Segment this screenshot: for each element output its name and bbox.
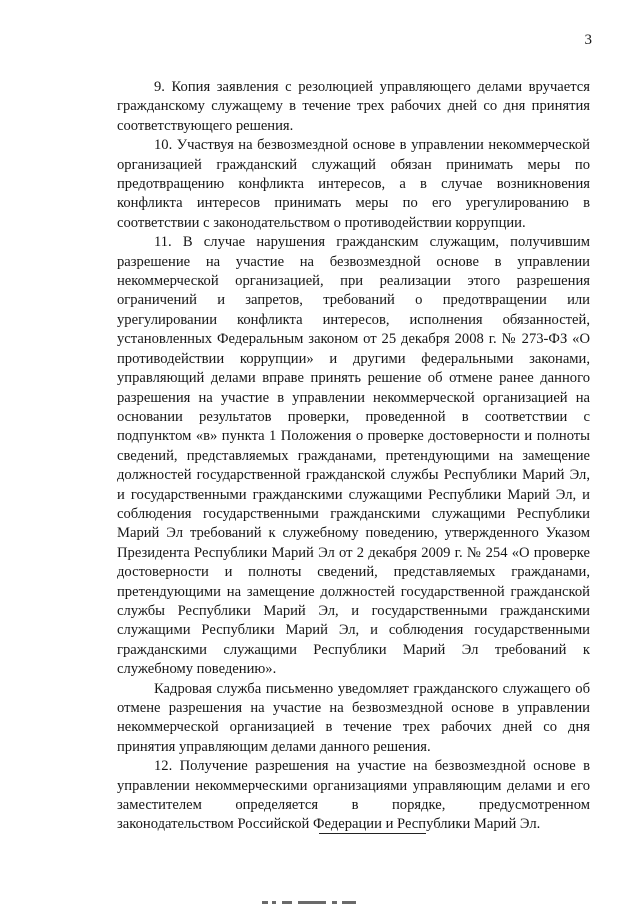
paragraph-10: 10. Участвуя на безвозмездной основе в управлении некоммерческой организацией гражданский служащий обязан принимать меры по предотвращению конфликта интересов, а в случае возникновения конфликта интересов принимать меры по его урегулированию в соответствии с законодательством о противодействии коррупции. (117, 137, 590, 231)
paragraph-11: 11. В случае нарушения гражданским служащим, получившим разрешение на участие на безвозмездной основе в управлении некоммерческой организацией, при реализации этого разрешения ограничений и запретов, требований о предотвращении или урегулировании конфликта интересов, исполнения обязанностей, установленных Федеральным законом от 25 декабря 2008 г. № 273-ФЗ «О противодействии коррупции» и другими федеральными законами, управляющий делами вправе принять решение об отмене ранее данного разрешения на участие в управлении некоммерческой организацией на основании результатов проверки, проведенной в соответствии с подпунктом «в» пункта 1 Положения о проверке достоверности и полноты сведений, представляемых гражданами, претендующими на замещение должностей государственной гражданской службы Республики Марий Эл, и государственными гражданскими служащими Республики Марий Эл, и соблюдения государственными гражданскими служащими Республики Марий Эл требований к служебному поведению, утвержденного Указом Президента Республики Марий Эл от 2 декабря 2009 г. № 254 «О проверке достоверности и полноты сведений, представляемых гражданами, претендующими на замещение должностей государственной гражданской службы Республики Марий Эл, и государственными гражданскими служащими Республики Марий Эл, и соблюдения государственными гражданскими служащими Республики Марий Эл требований к служебному поведению». (117, 234, 590, 678)
paragraph-12: 12. Получение разрешения на участие на безвозмездной основе в управлении некоммерческими организациями управляющим делами и его заместителем определяется в порядке, предусмотренном законодательством Российской Федерации и Республики Марий Эл. (117, 758, 590, 833)
page-number: 3 (584, 32, 592, 48)
paragraph-11-notice: Кадровая служба письменно уведомляет гражданского служащего об отмене разрешения на участие на безвозмездной основе в управлении некоммерческой организацией в течение трех рабочих дней со дня принятия управляющим делами данного решения. (117, 680, 590, 755)
paragraph-9: 9. Копия заявления с резолюцией управляющего делами вручается гражданскому служащему в течение трех рабочих дней со дня принятия соответствующего решения. (117, 79, 590, 134)
document-body (117, 78, 590, 835)
end-divider-line (319, 833, 426, 834)
scan-artifact-mark (262, 899, 382, 904)
